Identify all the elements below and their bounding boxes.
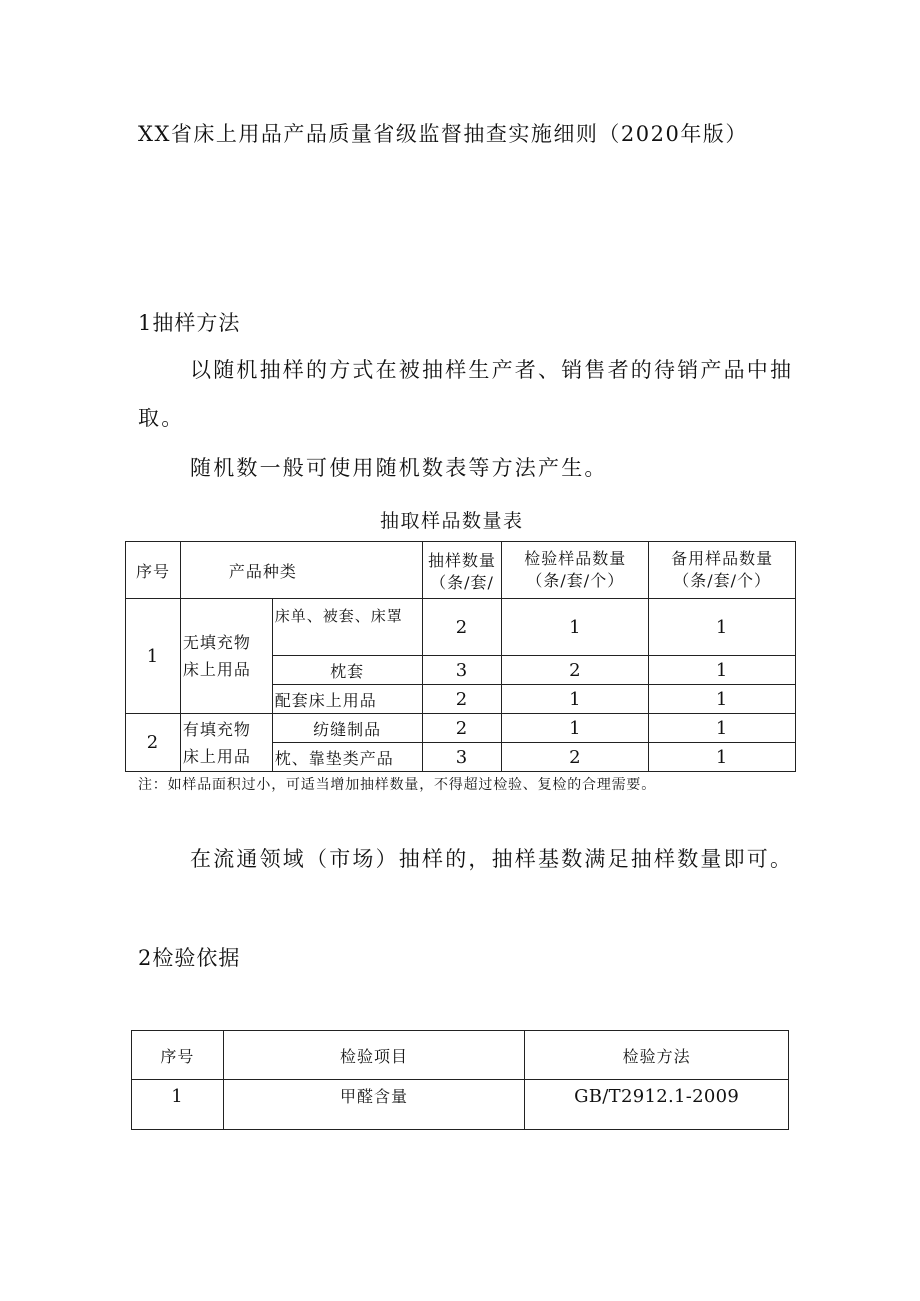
test-qty: 1 xyxy=(502,685,649,714)
group-category-line2: 床上用品 xyxy=(182,660,251,679)
header-sample-qty-line2: （条/套/ xyxy=(430,572,494,591)
group-category xyxy=(180,714,272,772)
test-qty: 1 xyxy=(502,714,649,743)
test-qty: 1 xyxy=(502,599,649,656)
header-test-qty xyxy=(502,542,649,599)
table-header-row xyxy=(126,542,796,599)
paragraph-random-number: 随机数一般可使用随机数表等方法产生。 xyxy=(190,456,608,480)
row-seq: 1 xyxy=(132,1080,224,1130)
table-note: 注：如样品面积过小，可适当增加抽样数量，不得超过检验、复检的合理需要。 xyxy=(138,777,656,793)
item-name: 配套床上用品 xyxy=(272,685,422,714)
header-sample-qty xyxy=(422,542,502,599)
group-seq: 2 xyxy=(126,714,181,772)
test-qty: 2 xyxy=(502,743,649,772)
test-qty: 2 xyxy=(502,656,649,685)
sample-qty: 2 xyxy=(422,714,502,743)
table-header-row xyxy=(132,1031,789,1080)
header-backup-qty-line1: 备用样品数量 xyxy=(671,549,774,568)
row-test-method: GB/T2912.1-2009 xyxy=(525,1080,789,1130)
row-test-item: 甲醛含量 xyxy=(223,1080,524,1130)
header-test-method: 检验方法 xyxy=(525,1031,789,1080)
header-backup-qty xyxy=(649,542,796,599)
backup-qty: 1 xyxy=(649,743,796,772)
sample-qty: 2 xyxy=(422,599,502,656)
item-name: 枕、靠垫类产品 xyxy=(272,743,422,772)
test-basis-table xyxy=(131,1030,789,1130)
group-category-line1: 有填充物 xyxy=(182,719,251,739)
item-name: 枕套 xyxy=(272,656,422,685)
table-caption: 抽取样品数量表 xyxy=(380,510,524,532)
group-seq: 1 xyxy=(126,599,181,714)
table-row xyxy=(132,1080,789,1130)
backup-qty: 1 xyxy=(649,656,796,685)
section-heading-test-basis: 2检验依据 xyxy=(138,946,241,970)
header-seq: 序号 xyxy=(132,1031,224,1080)
header-test-item: 检验项目 xyxy=(223,1031,524,1080)
paragraph-circulation: 在流通领域（市场）抽样的，抽样基数满足抽样数量即可。 xyxy=(190,847,794,871)
sample-qty: 3 xyxy=(422,743,502,772)
item-name: 纺缝制品 xyxy=(272,714,422,743)
backup-qty: 1 xyxy=(649,685,796,714)
document-title: XX省床上用品产品质量省级监督抽查实施细则（2020年版） xyxy=(138,122,748,146)
header-backup-qty-line2: （条/套/个） xyxy=(673,571,771,590)
sample-quantity-table xyxy=(125,541,796,772)
paragraph-sampling-line1: 以随机抽样的方式在被抽样生产者、销售者的待销产品中抽 xyxy=(190,358,794,382)
header-test-qty-line2: （条/套/个） xyxy=(526,571,625,590)
group-category xyxy=(180,599,272,714)
table-row xyxy=(126,599,796,656)
backup-qty: 1 xyxy=(649,599,796,656)
group-category-line1: 无填充物 xyxy=(182,633,251,652)
item-name: 床单、被套、床罩 xyxy=(272,599,422,656)
header-sample-qty-line1: 抽样数量 xyxy=(427,550,496,570)
table-row xyxy=(126,714,796,743)
header-category: 产品种类 xyxy=(180,542,422,599)
group-category-line2: 床上用品 xyxy=(182,746,251,766)
header-seq: 序号 xyxy=(126,542,181,599)
sample-qty: 3 xyxy=(422,656,502,685)
header-test-qty-line1: 检验样品数量 xyxy=(524,549,627,568)
sample-qty: 2 xyxy=(422,685,502,714)
section-heading-sampling-method: 1抽样方法 xyxy=(138,311,241,335)
backup-qty: 1 xyxy=(649,714,796,743)
paragraph-sampling-line2: 取。 xyxy=(138,406,185,430)
